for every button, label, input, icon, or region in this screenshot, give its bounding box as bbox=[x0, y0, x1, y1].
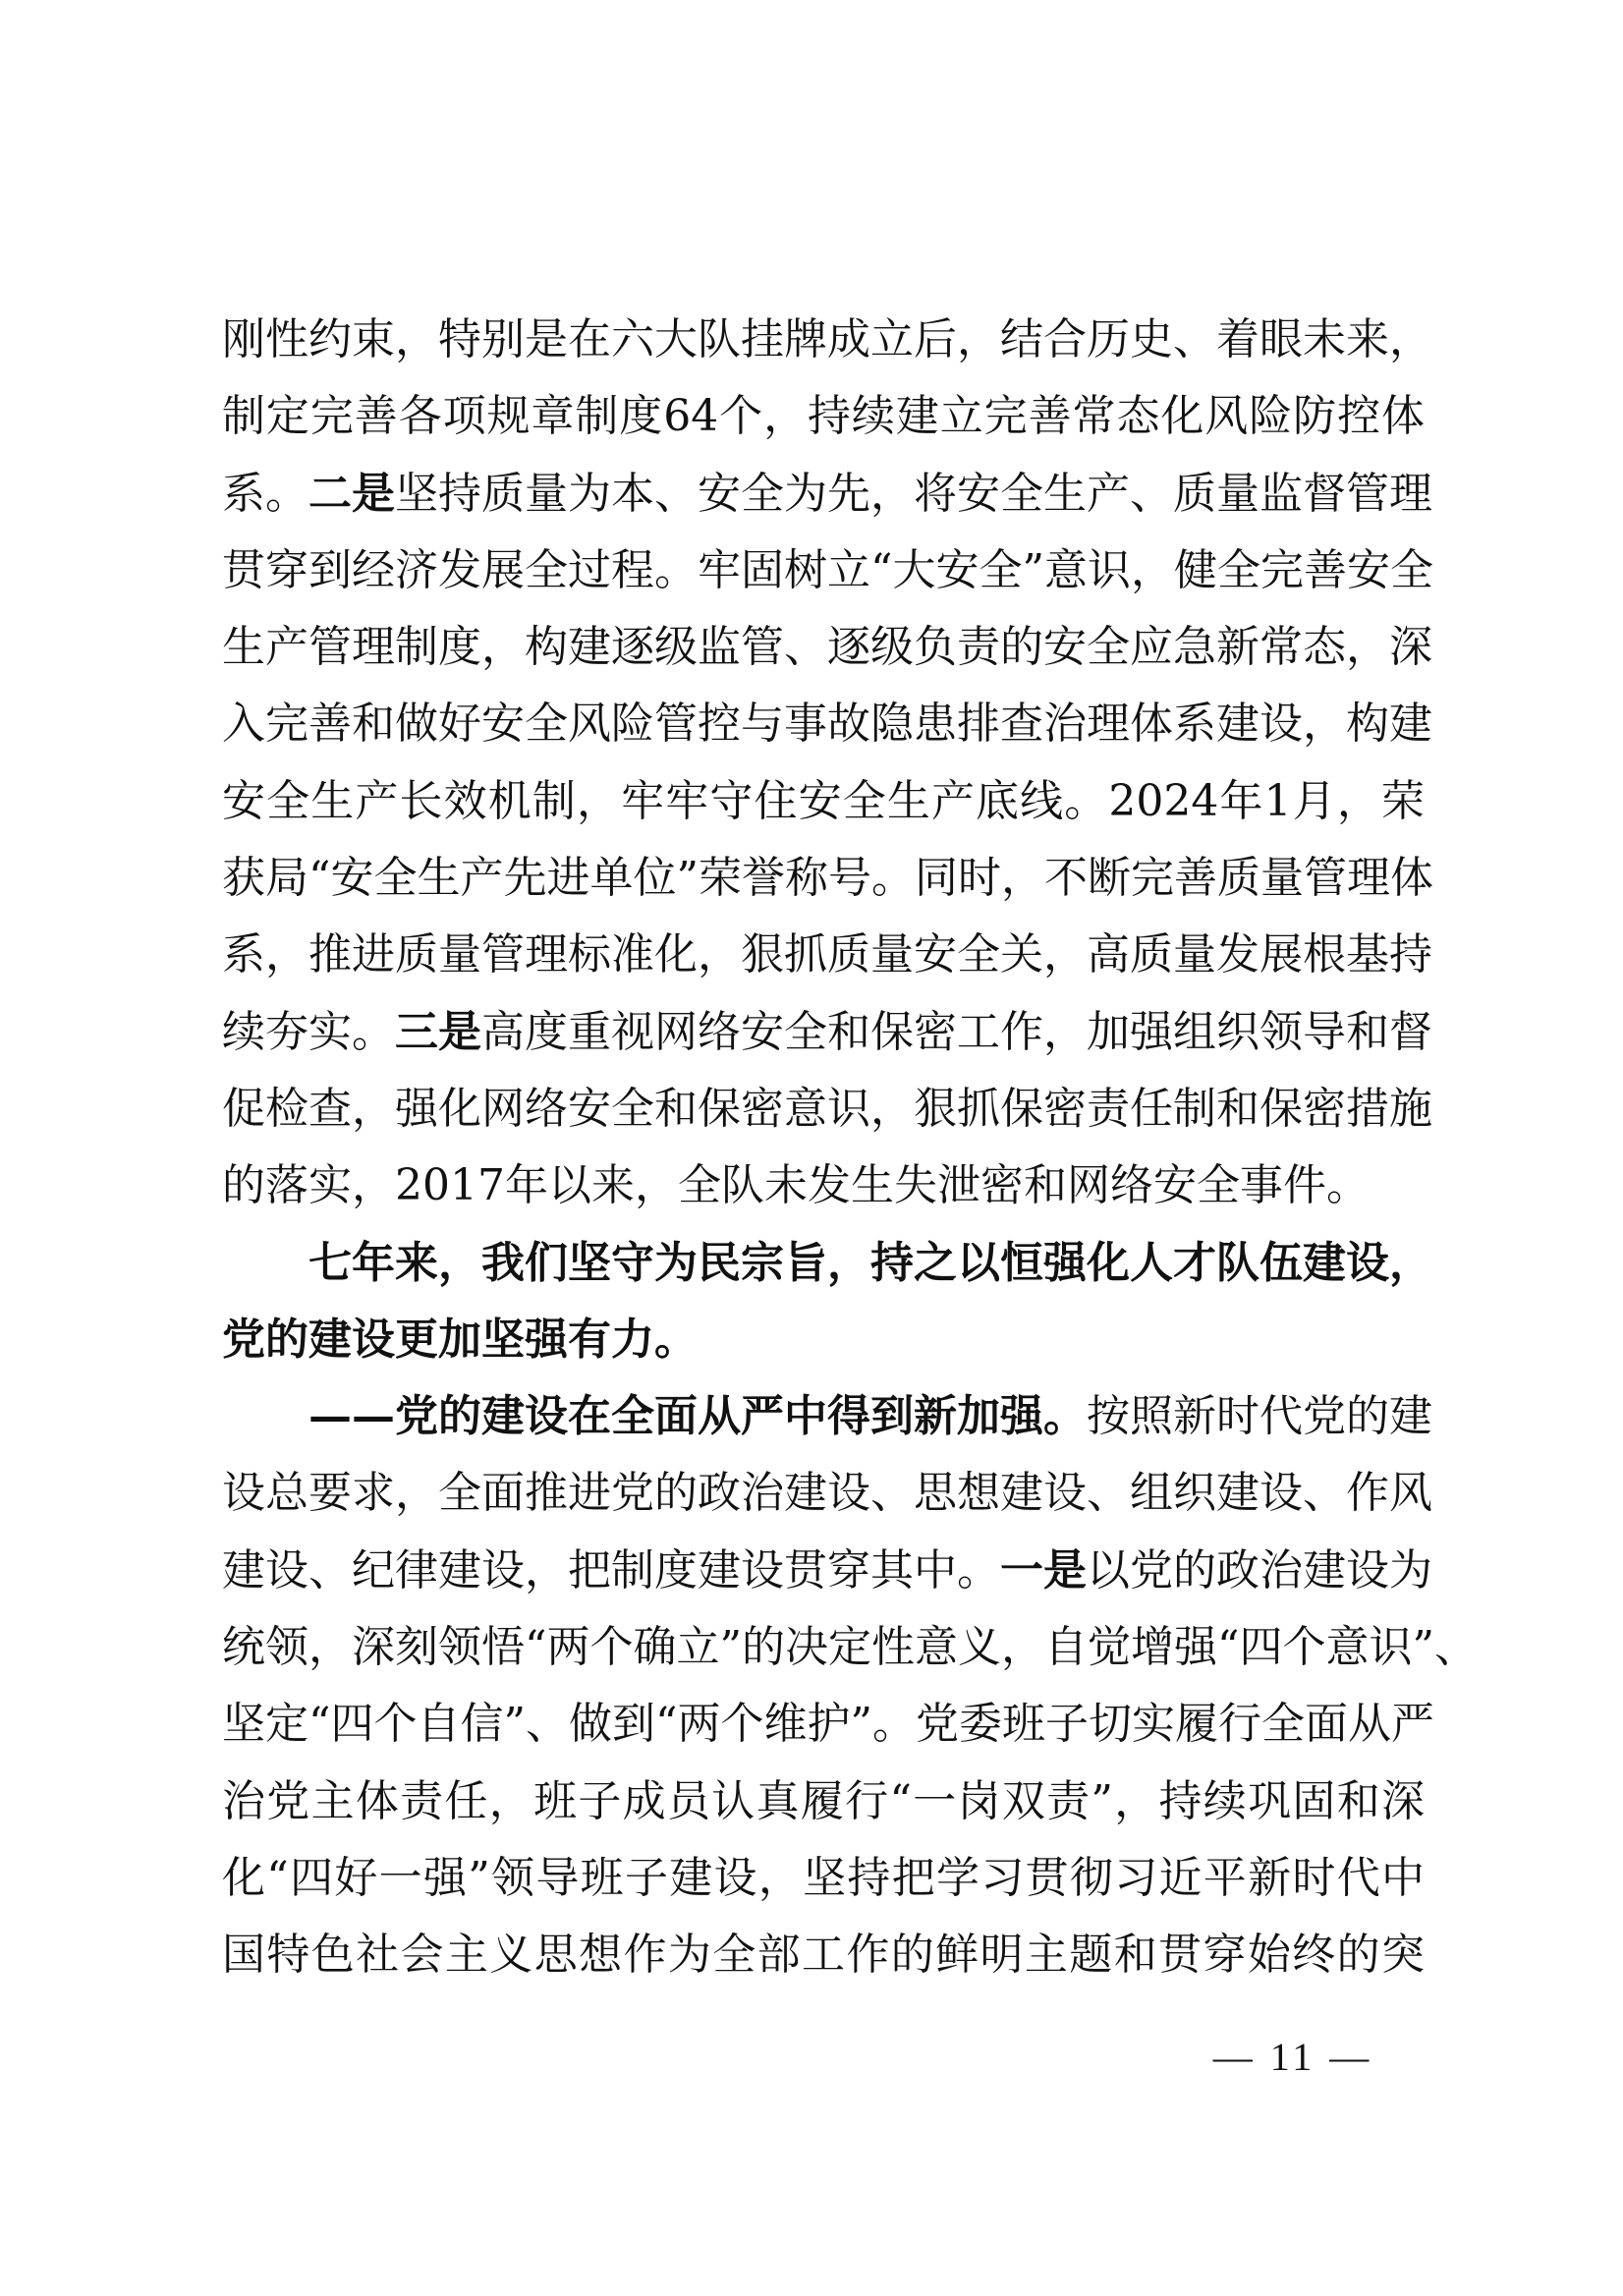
text-line: 化“四好一强”领导班子建设，坚持把学习贯彻习近平新时代中 bbox=[222, 1852, 1425, 1903]
text-line: 生产管理制度，构建逐级监管、逐级负责的安全应急新常态，深 bbox=[222, 622, 1432, 673]
text-line: 的落实，2017年以来，全队未发生失泄密和网络安全事件。 bbox=[222, 1160, 1370, 1211]
point-marker: 三是 bbox=[395, 1006, 481, 1057]
text-line: 安全生产长效机制，牢牢守住安全生产底线。2024年1月，荣 bbox=[222, 775, 1425, 826]
text-line: 获局“安全生产先进单位”荣誉称号。同时，不断完善质量管理体 bbox=[222, 853, 1433, 904]
summary-line: 七年来，我们坚守为民宗旨，持之以恒强化人才队伍建设， bbox=[308, 1237, 1432, 1288]
point-marker: 二是 bbox=[308, 468, 395, 519]
body-text bbox=[222, 302, 1478, 1994]
text-line: 设总要求，全面推进党的政治建设、思想建设、组织建设、作风 bbox=[222, 1468, 1432, 1519]
text-line: 系。二是坚持质量为本、安全为先，将安全生产、质量监督管理 bbox=[222, 468, 1432, 519]
text-line: 促检查，强化网络安全和保密意识，狠抓保密责任制和保密措施 bbox=[222, 1083, 1432, 1134]
summary-line: 党的建设更加坚强有力。 bbox=[222, 1314, 698, 1365]
text-line: 贯穿到经济发展全过程。牢固树立“大安全”意识，健全完善安全 bbox=[222, 544, 1433, 595]
text-line: 建设、纪律建设，把制度建设贯穿其中。一是以党的政治建设为 bbox=[222, 1544, 1432, 1596]
page-number: — 11 — bbox=[1212, 2035, 1373, 2079]
text-line: 制定完善各项规章制度64个，持续建立完善常态化风险防控体 bbox=[222, 391, 1425, 442]
text-line: 刚性约束，特别是在六大队挂牌成立后，结合历史、着眼未来， bbox=[222, 314, 1432, 364]
text-line: 入完善和做好安全风险管控与事故隐患排查治理体系建设，构建 bbox=[222, 699, 1432, 750]
text-line: 国特色社会主义思想作为全部工作的鲜明主题和贯穿始终的突 bbox=[222, 1930, 1425, 1981]
text-line: 续夯实。三是高度重视网络安全和保密工作，加强组织领导和督 bbox=[222, 1006, 1432, 1057]
text-line: 统领，深刻领悟“两个确立”的决定性意义，自觉增强“四个意识”、 bbox=[222, 1622, 1478, 1673]
point-marker: 一是 bbox=[1000, 1544, 1087, 1596]
text-line: 系，推进质量管理标准化，狠抓质量安全关，高质量发展根基持 bbox=[222, 929, 1432, 980]
text-line: 坚定“四个自信”、做到“两个维护”。党委班子切实履行全面从严 bbox=[222, 1699, 1434, 1750]
text-line: 治党主体责任，班子成员认真履行“一岗双责”，持续巩固和深 bbox=[222, 1775, 1425, 1826]
section-heading: ——党的建设在全面从严中得到新加强。 bbox=[308, 1391, 1087, 1442]
section-heading-line: ——党的建设在全面从严中得到新加强。按照新时代党的建 bbox=[308, 1391, 1432, 1442]
